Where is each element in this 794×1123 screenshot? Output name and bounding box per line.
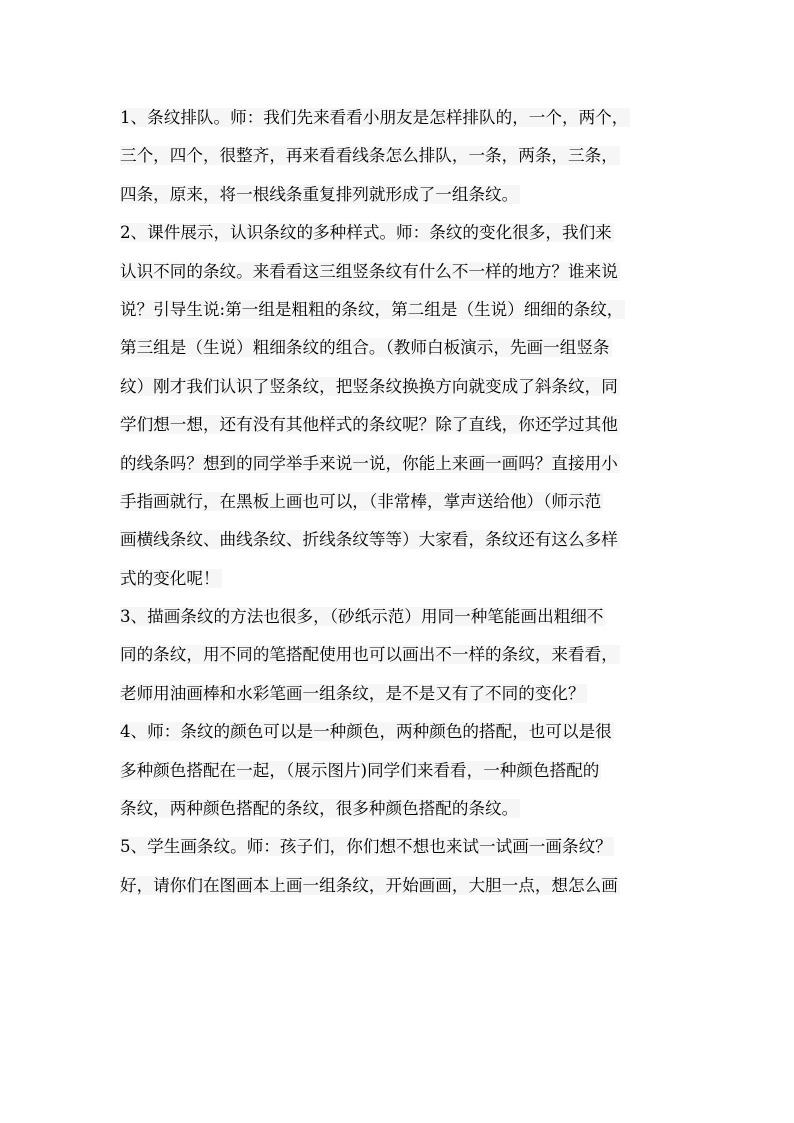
text-line [120, 524, 680, 556]
text-line [120, 639, 680, 671]
text-line [120, 831, 680, 863]
text-line [120, 601, 680, 633]
text-line-content: 式的变化呢！ [120, 568, 220, 588]
text-line-content: 四条，原来，将一根线条重复排列就形成了一组条纹。 [120, 184, 519, 204]
text-line-content: 学们想一想，还有没有其他样式的条纹呢？除了直线，你还学过其他 [120, 415, 618, 435]
text-line-content: 纹）刚才我们认识了竖条纹，把竖条纹换换方向就变成了斜条纹，同 [120, 376, 618, 396]
text-line [120, 563, 680, 595]
text-line [120, 256, 680, 288]
text-line-content: 1、条纹排队。师：我们先来看看小朋友是怎样排队的，一个，两个， [120, 108, 629, 127]
text-line [120, 716, 680, 748]
text-line [120, 294, 680, 326]
text-line [120, 409, 680, 441]
text-line [120, 102, 680, 134]
text-line [120, 870, 680, 902]
text-line [120, 371, 680, 403]
text-line [120, 486, 680, 518]
text-line [120, 793, 680, 825]
text-line-content: 同的条纹，用不同的笔搭配使用也可以画出不一样的条纹，来看看， [120, 645, 618, 665]
text-line [120, 217, 680, 249]
text-line-content: 的线条吗？想到的同学举手来说一说，你能上来画一画吗？直接用小 [120, 453, 618, 473]
lesson-text-block [120, 102, 680, 908]
text-line-content: 多种颜色搭配在一起，（展示图片)同学们来看看，一种颜色搭配的 [120, 760, 600, 780]
text-line-content: 说？引导生说:第一组是粗粗的条纹，第二组是（生说）细细的条纹， [120, 299, 624, 319]
text-line-content: 第三组是（生说）粗细条纹的组合。（教师白板演示，先画一组竖条 [120, 338, 610, 358]
text-line-content: 4、师：条纹的颜色可以是一种颜色，两种颜色的搭配，也可以是很 [120, 722, 612, 742]
text-line [120, 448, 680, 480]
text-line-content: 3、描画条纹的方法也很多，（砂纸示范）用同一种笔能画出粗细不 [120, 607, 604, 627]
text-line-content: 三个，四个，很整齐，再来看看线条怎么排队，一条，两条，三条， [120, 146, 618, 166]
text-line [120, 179, 680, 211]
text-line [120, 678, 680, 710]
text-line-content: 5、学生画条纹。师：孩子们，你们想不想也来试一试画一画条纹？ [120, 837, 612, 857]
text-line [120, 140, 680, 172]
text-line [120, 332, 680, 364]
text-line-content: 老师用油画棒和水彩笔画一组条纹，是不是又有了不同的变化？ [120, 683, 585, 703]
text-line [120, 755, 680, 787]
text-line-content: 好，请你们在图画本上画一组条纹，开始画画，大胆一点，想怎么画 [120, 875, 618, 895]
text-line-content: 条纹，两种颜色搭配的条纹，很多种颜色搭配的条纹。 [120, 799, 519, 819]
text-line-content: 2、课件展示，认识条纹的多种样式。师：条纹的变化很多，我们来 [120, 223, 612, 243]
text-line-content: 画横线条纹、曲线条纹、折线条纹等等）大家看，条纹还有这么多样 [120, 530, 618, 550]
text-line-content: 手指画就行，在黑板上画也可以，（非常棒，掌声送给他）（师示范 [120, 491, 602, 511]
text-line-content: 认识不同的条纹。来看看这三组竖条纹有什么不一样的地方？谁来说 [120, 261, 618, 281]
